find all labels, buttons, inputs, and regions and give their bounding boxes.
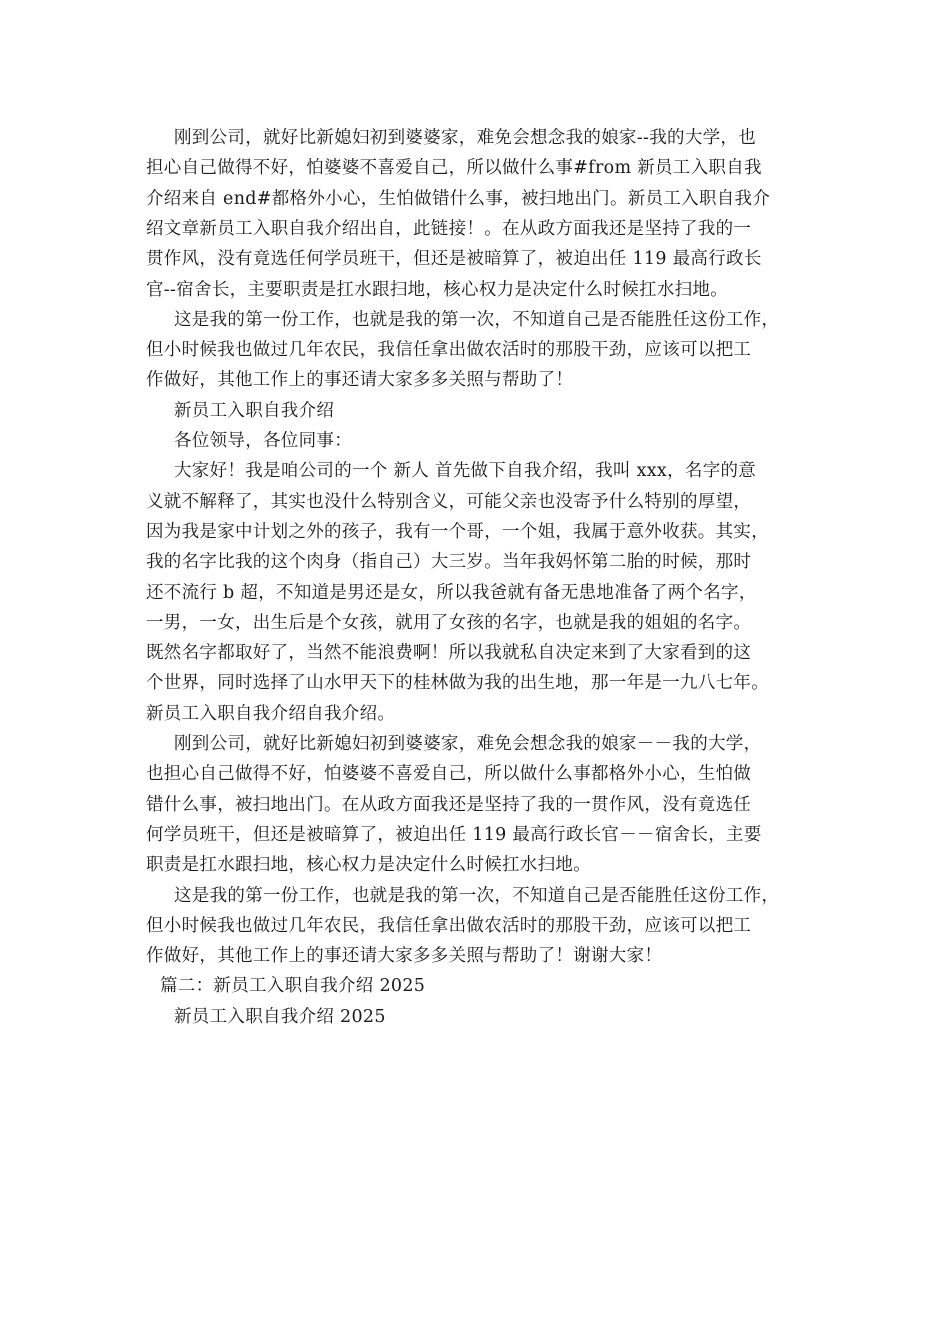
text-line: 这是我的第一份工作，也就是我的第一次，不知道自己是否能胜任这份工作， — [174, 885, 780, 906]
text-line: 义就不解释了，其实也没什么特别含义，可能父亲也没寄予什么特别的厚望， — [146, 491, 752, 512]
text-line: 既然名字都取好了，当然不能浪费啊！所以我就私自决定来到了大家看到的这 — [146, 643, 752, 664]
text-line: 作做好，其他工作上的事还请大家多多关照与帮助了！谢谢大家！ — [146, 946, 663, 967]
text-line: 新员工入职自我介绍自我介绍。 — [146, 703, 396, 724]
text-line: 新员工入职自我介绍 — [174, 400, 335, 421]
text-line: 但小时候我也做过几年农民，我信任拿出做农活时的那股干劲，应该可以把工 — [146, 340, 752, 361]
text-line: 各位领导，各位同事： — [174, 431, 352, 451]
text-line: 官--宿舍长，主要职责是扛水跟扫地，核心权力是决定什么时候扛水扫地。 — [146, 279, 729, 300]
text-line: 贯作风，没有竟选任何学员班干，但还是被暗算了，被迫出任 119 最高行政长 — [146, 249, 762, 270]
text-line: 担心自己做得不好，怕婆婆不喜爱自己，所以做什么事#from 新员工入职自我 — [146, 158, 762, 179]
text-line: 职责是扛水跟扫地，核心权力是决定什么时候扛水扫地。 — [146, 855, 591, 876]
text-line: 篇二：新员工入职自我介绍 2025 — [160, 976, 426, 997]
text-line: 还不流行 b 超，不知道是男还是女，所以我爸就有备无患地准备了两个名字， — [146, 582, 757, 603]
text-line: 绍文章新员工入职自我介绍出自，此链接！。在从政方面我还是坚持了我的一 — [146, 218, 752, 239]
text-line: 介绍来自 end#都格外小心，生怕做错什么事，被扫地出门。新员工入职自我介 — [146, 188, 771, 209]
text-line: 但小时候我也做过几年农民，我信任拿出做农活时的那股干劲，应该可以把工 — [146, 915, 752, 936]
text-line: 刚到公司，就好比新媳妇初到婆婆家，难免会想念我的娘家－－我的大学， — [174, 734, 762, 754]
text-line: 作做好，其他工作上的事还请大家多多关照与帮助了！ — [146, 370, 574, 391]
text-line: 新员工入职自我介绍 2025 — [174, 1006, 386, 1027]
text-line: 何学员班干，但还是被暗算了，被迫出任 119 最高行政长官－－宿舍长，主要 — [146, 824, 762, 845]
text-line: 也担心自己做得不好，怕婆婆不喜爱自己，所以做什么事都格外小心，生怕做 — [146, 764, 752, 785]
text-line: 错什么事，被扫地出门。在从政方面我还是坚持了我的一贯作风，没有竟选任 — [146, 794, 752, 815]
text-line: 刚到公司，就好比新媳妇初到婆婆家，难免会想念我的娘家--我的大学，也 — [174, 128, 757, 148]
text-line: 一男，一女，出生后是个女孩，就用了女孩的名字，也就是我的姐姐的名字。 — [146, 612, 752, 633]
text-line: 这是我的第一份工作，也就是我的第一次，不知道自己是否能胜任这份工作， — [174, 309, 780, 330]
text-line: 因为我是家中计划之外的孩子，我有一个哥，一个姐，我属于意外收获。其实， — [146, 521, 769, 542]
text-line: 个世界，同时选择了山水甲天下的桂林做为我的出生地，那一年是一九八七年。 — [146, 673, 769, 694]
text-line: 我的名字比我的这个肉身（指自己）大三岁。当年我妈怀第二胎的时候，那时 — [146, 552, 752, 573]
text-line: 大家好！我是咱公司的一个 新人 首先做下自我介绍，我叫 xxx，名字的意 — [174, 461, 757, 482]
